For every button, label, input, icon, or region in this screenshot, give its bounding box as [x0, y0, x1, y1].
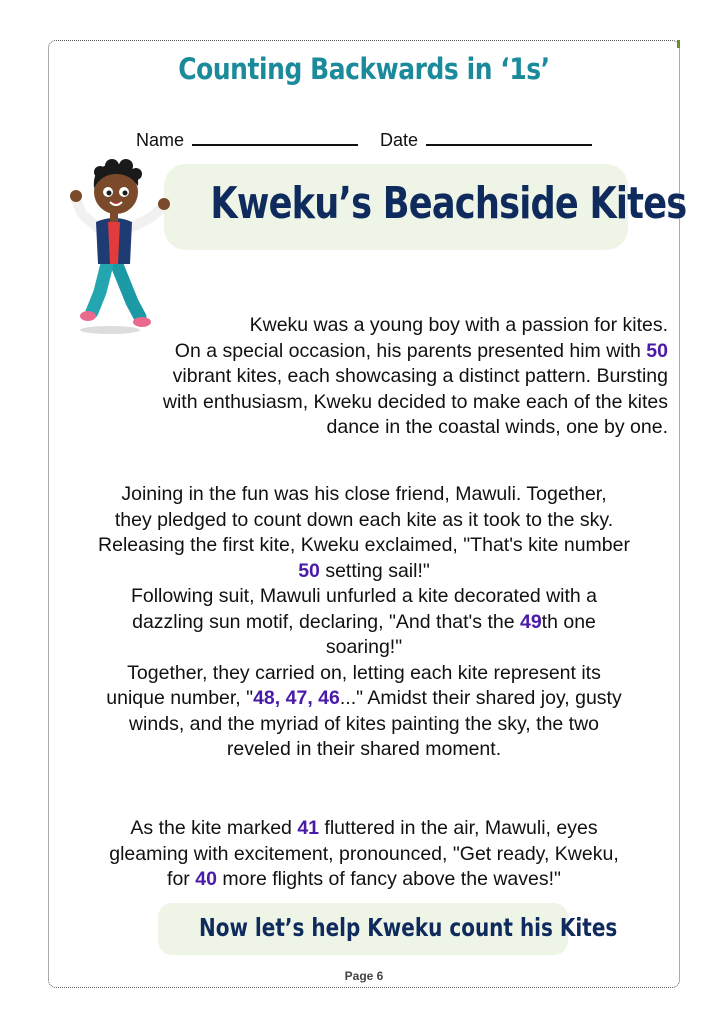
story-line: Joining in the fun was his close friend, Mawuli. Together,: [121, 483, 607, 505]
story-line: gleaming with excitement, pronounced, "Get ready, Kweku,: [109, 842, 619, 865]
story-line: Releasing the first kite, Kweku exclaimed, "That's kite number: [98, 534, 630, 556]
call-to-action: Now let’s help Kweku count his Kites: [199, 913, 618, 942]
highlight-number: 50: [298, 559, 320, 582]
worksheet-title: Counting Backwards in ‘1s’: [178, 52, 550, 86]
story-line: Kweku was a young boy with a passion for kites.: [249, 314, 668, 336]
story-title: Kweku’s Beachside Kites: [210, 178, 687, 229]
highlight-number: 48: [253, 687, 275, 709]
story-line: dazzling sun motif, declaring, "And that's the 49th one: [132, 610, 596, 633]
highlight-number: 47: [285, 687, 308, 709]
highlight-number: 40: [195, 868, 217, 890]
story-line: Together, they carried on, letting each kite represent its: [127, 661, 601, 684]
name-label: Name: [135, 130, 184, 150]
story-line: for 40 more flights of fancy above the waves!": [167, 868, 561, 890]
highlight-number: 50: [646, 339, 668, 362]
name-blank-line[interactable]: [192, 130, 358, 146]
story-line: 50 setting sail!": [298, 559, 430, 582]
boy-character-illustration: [70, 152, 178, 337]
story-line: with enthusiasm, Kweku decided to make each of the kites: [162, 390, 668, 413]
story-line: soaring!": [325, 636, 403, 658]
story-line: they pledged to count down each kite as it took to the sky.: [114, 508, 614, 531]
story-paragraph-1: [60, 313, 668, 441]
date-blank-line[interactable]: [426, 130, 592, 146]
highlight-number: 49: [519, 610, 542, 633]
story-line: dance in the coastal winds, one by one.: [326, 416, 668, 438]
highlight-number: 41: [297, 817, 320, 839]
story-line: winds, and the myriad of kites painting the sky, the two: [128, 712, 600, 735]
story-line: vibrant kites, each showcasing a distinct pattern. Bursting: [172, 365, 668, 387]
page-number: Page 6: [344, 969, 384, 983]
story-line: As the kite marked 41 fluttered in the air, Mawuli, eyes: [130, 817, 598, 839]
corner-mark: [677, 40, 680, 48]
date-label: Date: [379, 130, 419, 150]
story-line: On a special occasion, his parents presented him with 50: [174, 339, 668, 362]
highlight-number: 46: [318, 687, 340, 709]
story-paragraph-2: [50, 482, 678, 763]
story-line: reveled in their shared moment.: [226, 738, 502, 760]
story-line: Following suit, Mawuli unfurled a kite decorated with a: [130, 585, 598, 607]
name-date-row: [48, 130, 680, 151]
story-line: unique number, "48, 47, 46..." Amidst their shared joy, gusty: [106, 687, 622, 709]
story-paragraph-3: [50, 816, 678, 893]
